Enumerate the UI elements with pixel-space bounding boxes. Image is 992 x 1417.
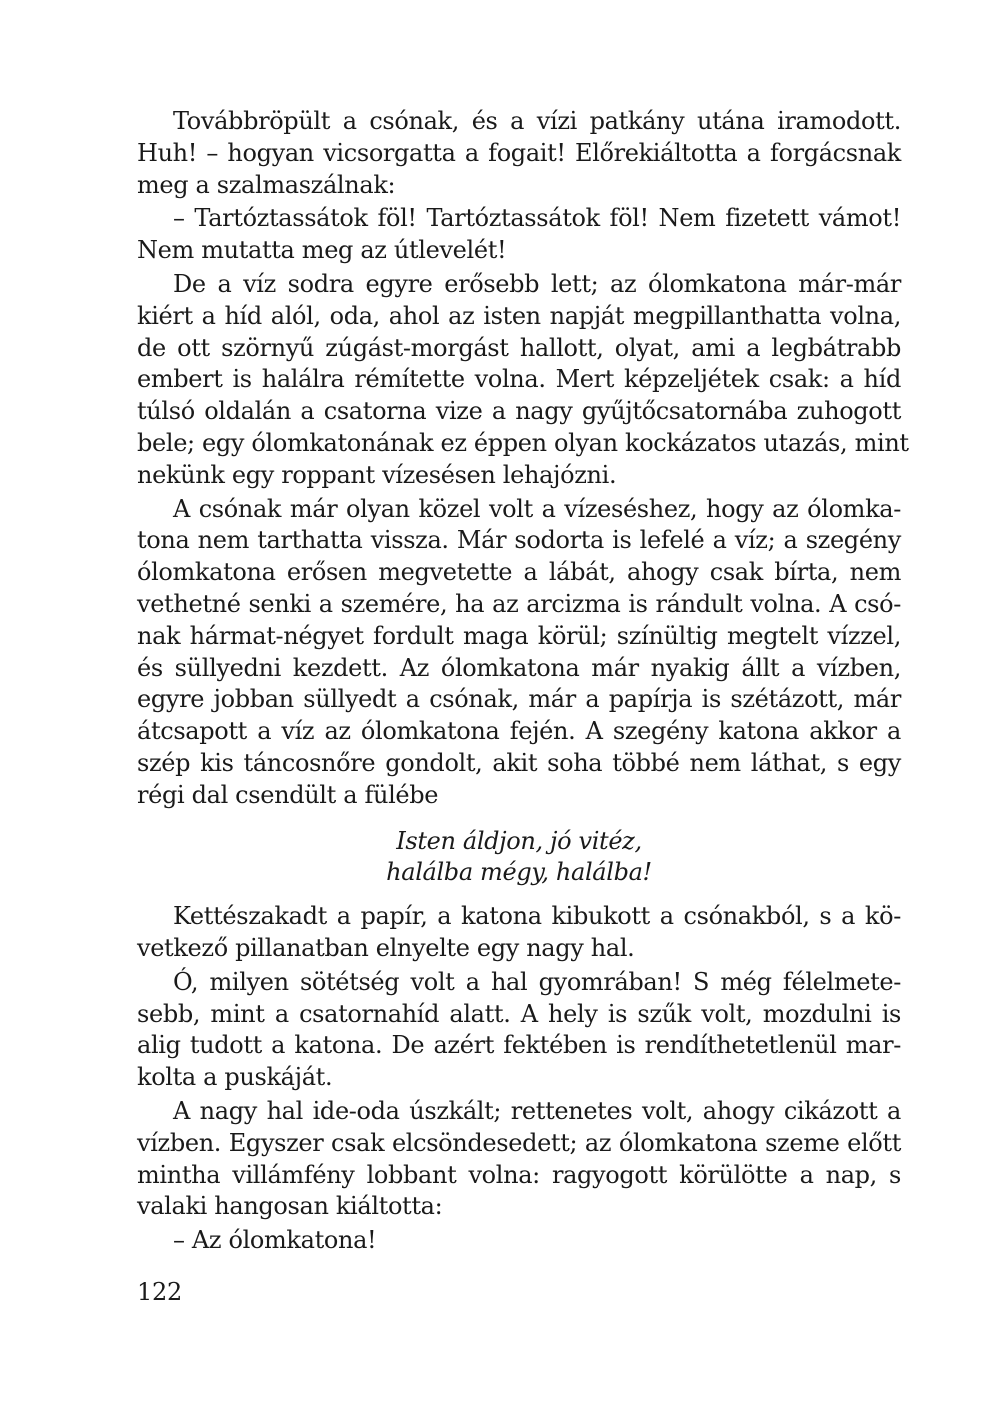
text-line: nak hármat-négyet fordult maga körül; színültig megtelt vízzel, [137, 621, 901, 650]
text-line: A csónak már olyan közel volt a vízeséshez, hogy az ólomka- [173, 494, 901, 523]
text-line: túlsó oldalán a csatorna vize a nagy gyűjtőcsatornába zuhogott [137, 397, 901, 426]
text-line: szép kis táncosnőre gondolt, akit soha többé nem láthat, s egy [137, 748, 901, 777]
text-line: meg a szalmaszálnak: [137, 170, 396, 199]
text-line: A nagy hal ide-oda úszkált; rettenetes volt, ahogy cikázott a [173, 1096, 901, 1125]
text-line: Nem mutatta meg az útlevelét! [137, 236, 507, 265]
text-line: sebb, mint a csatornahíd alatt. A hely is szűk volt, mozdulni is [137, 999, 901, 1028]
poem-line: Isten áldjon, jó vitéz, [396, 826, 642, 855]
text-line: embert is halálra rémítette volna. Mert képzeljétek csak: a híd [137, 365, 901, 394]
text-line: és süllyedni kezdett. Az ólomkatona már nyakig állt a vízben, [137, 653, 901, 682]
text-line: valaki hangosan kiáltotta: [137, 1192, 443, 1221]
page-number: 122 [137, 1278, 182, 1306]
poem [137, 826, 901, 890]
text-line: átcsapott a víz az ólomkatona fején. A szegény katona akkor a [137, 717, 901, 746]
text-line: de ott szörnyű zúgást-morgást hallott, olyat, ami a legbátrabb [137, 333, 901, 362]
text-line: vetkező pillanatban elnyelte egy nagy hal. [137, 933, 635, 962]
text-line: ólomkatona erősen megvetette a lábát, ahogy csak bírta, nem [137, 558, 901, 587]
text-line: alig tudott a katona. De azért fektében is rendíthetetlenül mar- [137, 1031, 901, 1060]
text-line: vethetné senki a szemére, ha az arcizma is rándult volna. A csó- [137, 589, 901, 618]
text-line: Továbbröpült a csónak, és a vízi patkány utána iramodott. [173, 107, 901, 135]
poem-line: halálba mégy, halálba! [386, 858, 652, 887]
text-line: nekünk egy roppant vízesésen lehajózni. [137, 460, 617, 489]
text-line: mintha villámfény lobbant volna: ragyogott körülötte a nap, s [137, 1160, 901, 1189]
paragraph-6 [137, 967, 901, 1094]
paragraph-8 [137, 1225, 901, 1257]
text-line: Huh! – hogyan vicsorgatta a fogait! Előrekiáltotta a forgácsnak [137, 138, 901, 167]
paragraph-5 [137, 901, 901, 965]
paragraph-7 [137, 1096, 901, 1223]
text-line: kolta a puskáját. [137, 1063, 333, 1092]
text-line: – Tartóztassátok föl! Tartóztassátok föl! Nem fizetett vámot! [173, 204, 901, 233]
paragraph-3 [137, 269, 909, 492]
text-line: Ó, milyen sötétség volt a hal gyomrában! S még félelmete- [173, 967, 901, 996]
paragraph-2 [137, 203, 901, 267]
text-line: – Az ólomkatona! [173, 1226, 377, 1255]
page-body [137, 106, 909, 1259]
text-line: bele; egy ólomkatonának ez éppen olyan kockázatos utazás, mint [137, 428, 909, 457]
text-line: tona nem tarthatta vissza. Már sodorta is lefelé a víz; a szegény [137, 526, 901, 555]
text-line: egyre jobban süllyedt a csónak, már a papírja is szétázott, már [137, 685, 901, 714]
paragraph-4 [137, 494, 901, 812]
text-line: De a víz sodra egyre erősebb lett; az ólomkatona már-már [173, 269, 901, 298]
text-line: Kettészakadt a papír, a katona kibukott a csónakból, s a kö- [173, 902, 901, 931]
text-line: kiért a híd alól, oda, ahol az isten napját megpillanthatta volna, [137, 301, 901, 330]
text-line: régi dal csendült a fülébe [137, 780, 439, 809]
text-line: vízben. Egyszer csak elcsöndesedett; az ólomkatona szeme előtt [137, 1128, 901, 1157]
paragraph-1 [137, 106, 901, 201]
